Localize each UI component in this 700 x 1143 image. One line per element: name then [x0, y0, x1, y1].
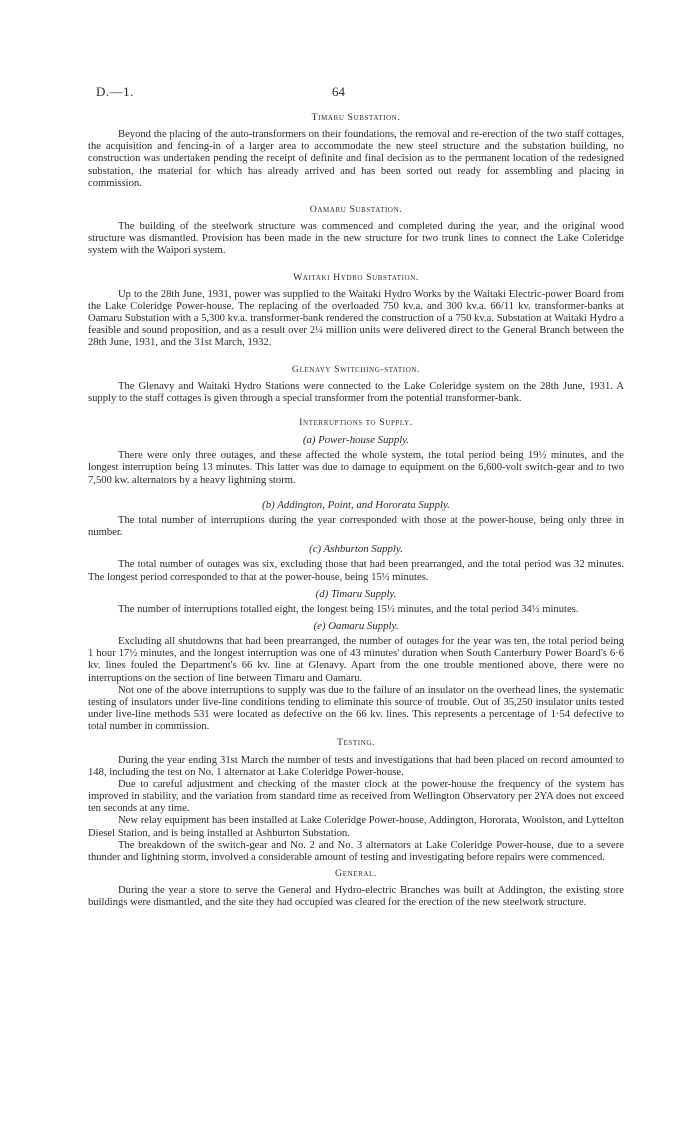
subsection-heading: (d) Timaru Supply. [315, 587, 397, 600]
paragraph: Not one of the above interruptions to supply was due to the failure of an insulator on the overhead lines, the systematic testing of insulators under live-line conditions tending to eliminate this source of trouble. Out of 35,250 insulator units tested under live-line methods 531 were located as defective on the 66 kv. lines. This represents a percentage of 1·54 defective to total number in commission. [88, 684, 624, 733]
section-heading: Timaru Substation. [311, 112, 401, 123]
section [88, 112, 624, 190]
section [88, 272, 624, 350]
section-heading: Interruptions to Supply. [299, 416, 413, 428]
section-heading: Testing. [336, 737, 376, 749]
section [88, 499, 624, 539]
section [88, 543, 624, 583]
paragraph: During the year a store to serve the General and Hydro-electric Branches was built at Addington, the existing store buildings were dismantled, and the site they had occupied was cleared for the erection of the new steelwork structure. [88, 885, 624, 909]
paragraph: The breakdown of the switch-gear and No. 2 and No. 3 alternators at Lake Coleridge Power-house, due to a severe thunder and lightning storm, involved a considerable amount of testing and investigating before repairs were commenced. [88, 839, 624, 863]
section [88, 868, 624, 909]
section-heading: General. [335, 867, 377, 879]
subsection-heading: (e) Oamaru Supply. [313, 620, 399, 632]
section [88, 204, 624, 258]
paragraph: There were only three outages, and these affected the whole system, the total period being 19½ minutes, and the longest interruption being 13 minutes. This latter was due to damage to equipment on the 6,600-volt switch-gear and to two 7,500 kw. alternators by a heavy lightning storm. [88, 450, 624, 486]
paragraph: During the year ending 31st March the number of tests and investigations that had been placed on record amounted to 148, including the test on No. 1 alternator at Lake Coleridge Power-house. [88, 754, 624, 778]
paragraph: The number of interruptions totalled eight, the longest being 15½ minutes, and the total period 34½ minutes. [118, 603, 579, 615]
paragraph: Due to careful adjustment and checking of the master clock at the power-house the frequency of the system has improved in stability, and the variation from standard time as received from Wellington Observatory per 2YA does not exceed ten seconds at any time. [88, 778, 624, 815]
section [88, 434, 624, 487]
paragraph: New relay equipment has been installed at Lake Coleridge Power-house, Addington, Hororata, Woolston, and Lyttelton Diesel Station, and is being installed at Ashburton Substation. [88, 815, 624, 839]
subsection-heading: (b) Addington, Point, and Hororata Supply. [262, 498, 450, 511]
section [88, 737, 624, 864]
section-heading: Glenavy Switching-station. [291, 363, 421, 375]
document-body [88, 112, 624, 909]
paragraph: The total number of outages was six, excluding those that had been prearranged, and the total period was 32 minutes. The longest period corresponded to that at the power-house, being 15½ minutes. [88, 559, 624, 583]
section [88, 417, 624, 429]
paragraph: The building of the steelwork structure was commenced and completed during the year, and the original wood structure was dismantled. Provision has been made in the new structure for two trunk lines to connect the Lake Coleridge system with the Waipori system. [88, 221, 624, 257]
section [88, 588, 624, 616]
subsection-heading: (a) Power-house Supply. [302, 434, 410, 447]
paragraph: Excluding all shutdowns that had been prearranged, the number of outages for the year was ten, the total period being 1 hour 17½ minutes, and the longest interruption was one of 43 minutes' duration when South Canterbury Power Board's 6·6 kv. lines fouled the Department's 66 kv. line at Glenavy. Apart from the one trouble mentioned above, there were no interruptions on the section of line between Timaru and Oamaru. [88, 636, 624, 684]
page-number: 64 [332, 84, 345, 99]
paragraph: Up to the 28th June, 1931, power was supplied to the Waitaki Hydro Works by the Waitaki Electric-power Board from the Lake Coleridge Power-house. The replacing of the overloaded 750 kv.a. and 300 kv.a. 66/11 kv. transformer-banks at Oamaru Substation with a 5,300 kv.a. transformer-bank rendered the construction of a 750 kv.a. Substation at Waitaki Hydro a feasible and sound proposition, and as a result over 2¼ million units were delivered direct to the General Branch between the 28th June, 1931, and the 31st March, 1932. [88, 288, 624, 349]
section-heading: Waitaki Hydro Substation. [293, 271, 419, 283]
subsection-heading: (c) Ashburton Supply. [309, 543, 403, 556]
section [88, 620, 624, 733]
paragraph: The total number of interruptions during the year corresponded with those at the power-house, being only three in number. [88, 514, 624, 539]
report-code: D.—1. [96, 84, 134, 99]
section-heading: Oamaru Substation. [309, 203, 403, 215]
paragraph: The Glenavy and Waitaki Hydro Stations were connected to the Lake Coleridge system on the 28th June, 1931. A supply to the staff cottages is given through a special transformer from the potential transformer-bank. [88, 380, 624, 404]
paragraph: Beyond the placing of the auto-transformers on their foundations, the removal and re-erection of the two staff cottages, the acquisition and fencing-in of a larger area to accommodate the new steel structure and the substation building, no construction was undertaken pending the receipt of definite and final decision as to the permanent location of the redesigned substation, the material for which has already arrived and has been sorted out ready for assembling and placing in commission. [88, 129, 624, 189]
section [88, 364, 624, 405]
